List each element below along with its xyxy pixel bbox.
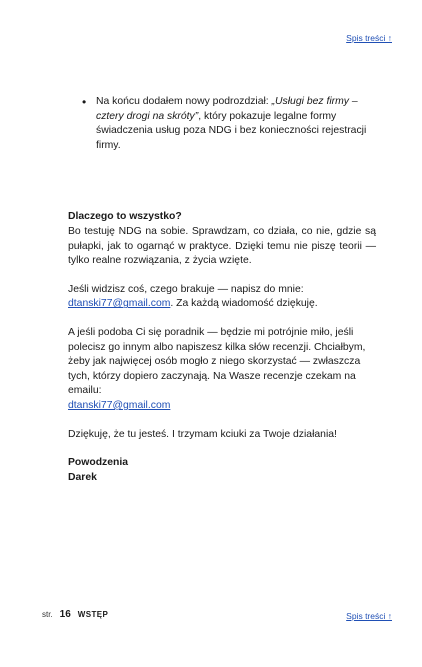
paragraph-why: Bo testuję NDG na sobie. Sprawdzam, co działa, co nie, gdzie są pułapki, jak to ogarnąć w praktyce. Dzięki temu nie piszę teorii — tylko realne rozwiązania, z życia wzięte. bbox=[68, 225, 376, 267]
bullet-icon: • bbox=[82, 95, 87, 109]
page-footer bbox=[42, 609, 108, 620]
footer-section-name: WSTĘP bbox=[77, 610, 109, 619]
bullet-text-post: , który pokazuje legalne formy świadczenia usług poza NDG i bez konieczności rejestracji firmy. bbox=[96, 110, 367, 151]
paragraph-thanks: Dziękuję, że tu jesteś. I trzymam kciuki za Twoje działania! bbox=[68, 428, 337, 440]
email-link[interactable]: dtanski77@gmail.com bbox=[68, 298, 171, 310]
page-content bbox=[68, 95, 376, 485]
toc-link-top[interactable]: Spis treści ↑ bbox=[346, 33, 392, 43]
paragraph-review bbox=[68, 326, 376, 414]
bullet-text bbox=[96, 95, 376, 153]
footer-page-number: 16 bbox=[59, 609, 71, 620]
signature-name: Darek bbox=[68, 471, 97, 483]
toc-link-bottom[interactable]: Spis treści ↑ bbox=[346, 611, 392, 621]
bullet-text-italic: „Usługi bez firmy – cztery drogi na skróty” bbox=[96, 96, 358, 122]
signature-greeting: Powodzenia bbox=[68, 457, 129, 469]
signature bbox=[68, 456, 376, 485]
bullet-item bbox=[68, 95, 376, 153]
paragraph-contact bbox=[68, 283, 376, 312]
email-link-review[interactable]: dtanski77@gmail.com bbox=[68, 399, 171, 411]
paragraph-contact-thanks: . Za każdą wiadomość dziękuję. bbox=[170, 298, 318, 310]
paragraph-review-text: A jeśli podoba Ci się poradnik — będzie mi potrójnie miło, jeśli polecisz go innym albo napiszesz kilka słów recenzji. Chciałbym, żeby jak najwięcej osób mogło z niego skorzystać — zwłaszcza tych, którzy dopiero zaczynają. Na Wasze recenzje czekam na emailu: bbox=[68, 326, 366, 397]
footer-page-label: str. bbox=[42, 610, 53, 619]
section-heading: Dlaczego to wszystko? bbox=[68, 211, 182, 223]
bullet-text-pre: Na końcu dodałem nowy podrozdział: bbox=[96, 96, 272, 107]
paragraph-contact-text: Jeśli widzisz coś, czego brakuje — napisz do mnie: bbox=[68, 283, 304, 295]
